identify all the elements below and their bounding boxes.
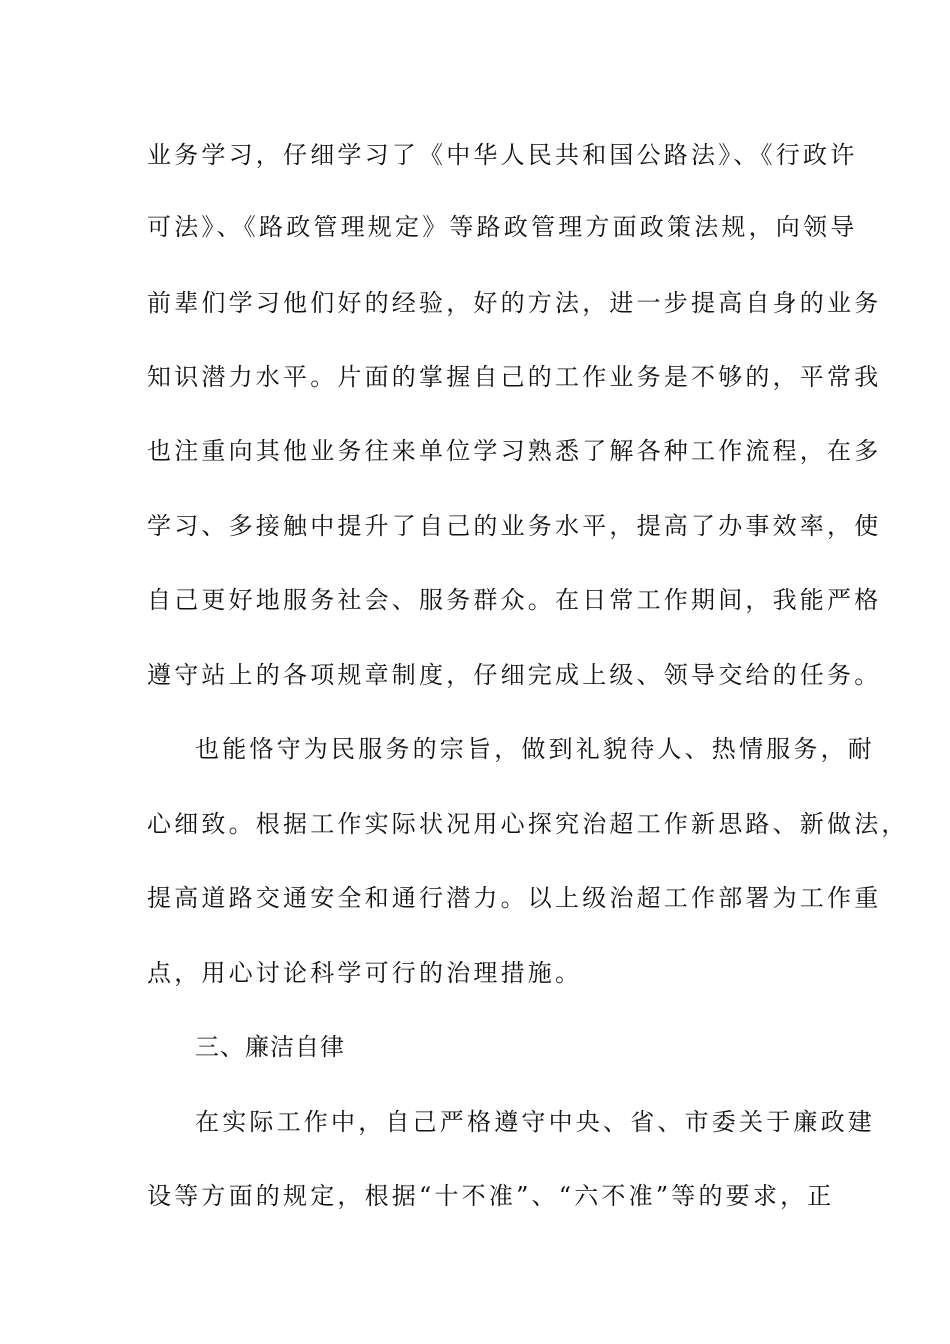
text-line: 知识潜力水平。片面的掌握自己的工作业务是不够的，平常我 [147, 363, 882, 391]
text-line: 自己更好地服务社会、服务群众。在日常工作期间，我能严格 [147, 586, 882, 614]
paragraph-first-line: 也能恪守为民服务的宗旨，做到礼貌待人、热情服务，耐 [195, 735, 875, 763]
text-line: 学习、多接触中提升了自己的业务水平，提高了办事效率，使 [147, 512, 882, 540]
text-line: 心细致。根据工作实际状况用心探究治超工作新思路、新做法， [147, 810, 909, 838]
text-line: 点，用心讨论科学可行的治理措施。 [147, 959, 583, 987]
section-heading: 三、廉洁自律 [195, 1033, 345, 1061]
paragraph-first-line: 在实际工作中，自己严格遵守中央、省、市委关于廉政建 [195, 1108, 875, 1136]
text-line: 遵守站上的各项规章制度，仔细完成上级、领导交给的任务。 [147, 661, 882, 689]
text-line: 业务学习，仔细学习了《中华人民共和国公路法》、《行政许 [147, 141, 858, 169]
text-line: 设等方面的规定，根据“十不准”、“六不准”等的要求，正 [147, 1182, 835, 1210]
text-line: 也注重向其他业务往来单位学习熟悉了解各种工作流程，在多 [147, 437, 882, 465]
text-line: 前辈们学习他们好的经验，好的方法，进一步提高自身的业务 [147, 289, 882, 317]
text-line: 可法》、《路政管理规定》等路政管理方面政策法规，向领导 [147, 213, 858, 241]
text-line: 提高道路交通安全和通行潜力。以上级治超工作部署为工作重 [147, 884, 882, 912]
